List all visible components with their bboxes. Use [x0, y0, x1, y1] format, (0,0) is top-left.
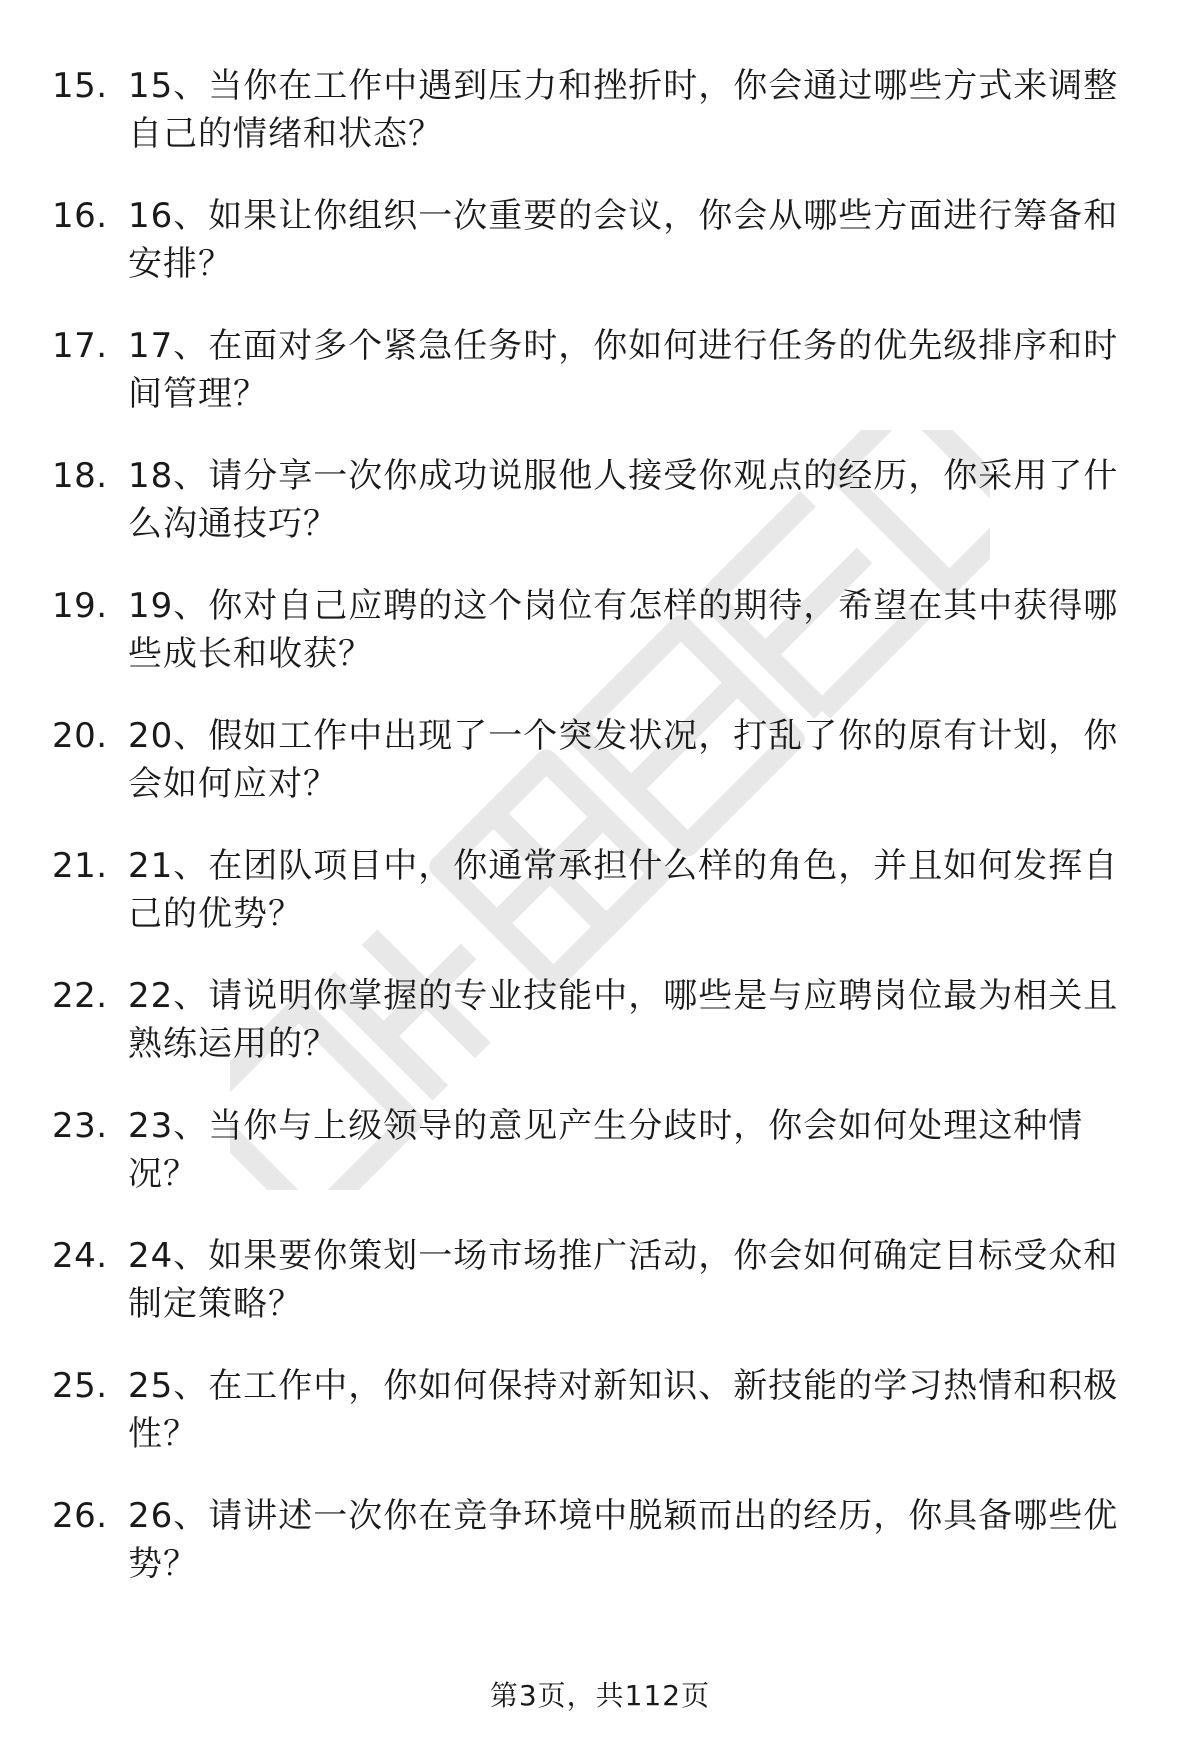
- question-number: 16.: [52, 196, 108, 236]
- question-item: [0, 442, 1200, 572]
- question-item: [0, 572, 1200, 702]
- question-number: 24.: [52, 1236, 108, 1276]
- question-item: [0, 1352, 1200, 1482]
- question-item: [0, 832, 1200, 962]
- question-number: 21.: [52, 846, 108, 886]
- question-text: 23、当你与上级领导的意见产生分歧时，你会如何处理这种情况？: [128, 1106, 1084, 1194]
- question-text: 15、当你在工作中遇到压力和挫折时，你会通过哪些方式来调整自己的情绪和状态？: [128, 66, 1119, 154]
- question-number: 17.: [52, 326, 108, 366]
- question-item: [0, 702, 1200, 832]
- question-number: 19.: [52, 586, 108, 626]
- question-text: 18、请分享一次你成功说服他人接受你观点的经历，你采用了什么沟通技巧？: [128, 456, 1119, 544]
- question-number: 20.: [52, 716, 108, 756]
- question-item: [0, 1222, 1200, 1352]
- question-item: [0, 182, 1200, 312]
- question-text: 21、在团队项目中，你通常承担什么样的角色，并且如何发挥自己的优势？: [128, 846, 1119, 934]
- question-item: [0, 962, 1200, 1092]
- question-text: 26、请讲述一次你在竞争环境中脱颖而出的经历，你具备哪些优势？: [128, 1496, 1119, 1584]
- question-number: 26.: [52, 1496, 108, 1536]
- question-text: 25、在工作中，你如何保持对新知识、新技能的学习热情和积极性？: [128, 1366, 1119, 1454]
- question-number: 15.: [52, 66, 108, 106]
- question-item: [0, 312, 1200, 442]
- question-number: 23.: [52, 1106, 108, 1146]
- question-text: 19、你对自己应聘的这个岗位有怎样的期待，希望在其中获得哪些成长和收获？: [128, 586, 1119, 674]
- question-number: 22.: [52, 976, 108, 1016]
- question-text: 20、假如工作中出现了一个突发状况，打乱了你的原有计划，你会如何应对？: [128, 716, 1119, 804]
- question-text: 16、如果让你组织一次重要的会议，你会从哪些方面进行筹备和安排？: [128, 196, 1119, 284]
- question-text: 24、如果要你策划一场市场推广活动，你会如何确定目标受众和制定策略？: [128, 1236, 1119, 1324]
- question-number: 18.: [52, 456, 108, 496]
- question-text: 17、在面对多个紧急任务时，你如何进行任务的优先级排序和时间管理？: [128, 326, 1119, 414]
- page-number: 第3页，共112页: [489, 1679, 711, 1712]
- question-list: [0, 52, 1200, 1612]
- question-text: 22、请说明你掌握的专业技能中，哪些是与应聘岗位最为相关且熟练运用的？: [128, 976, 1119, 1064]
- question-number: 25.: [52, 1366, 108, 1406]
- question-item: [0, 1092, 1200, 1222]
- question-item: [0, 52, 1200, 182]
- question-item: [0, 1482, 1200, 1612]
